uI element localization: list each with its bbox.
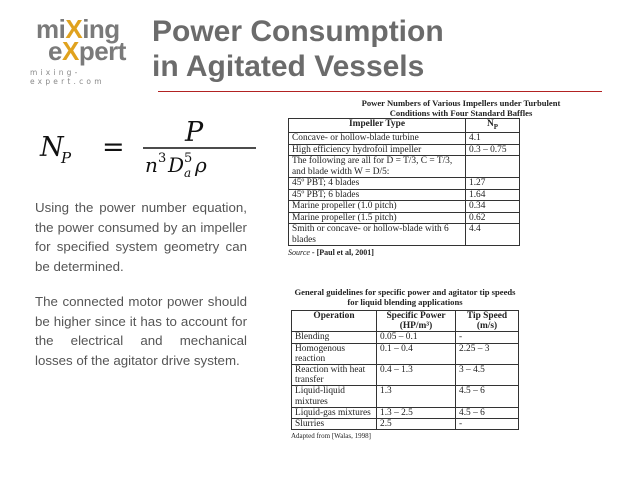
- table-cell: Marine propeller (1.5 pitch): [289, 212, 466, 224]
- table-cell: 1.27: [466, 178, 520, 190]
- table-cell: 0.62: [466, 212, 520, 224]
- table-cell: Homogenous reaction: [292, 343, 377, 364]
- eq-den-d: D: [168, 153, 185, 177]
- table1-row: [289, 144, 520, 156]
- title-line-2: in Agitated Vessels: [152, 50, 425, 83]
- table-cell: 45º PBT; 4 blades: [289, 178, 466, 190]
- table2-header-power: Specific Power (HP/m³): [377, 311, 456, 332]
- guidelines-table: [291, 310, 519, 430]
- title-line-1: Power Consumption: [152, 15, 444, 48]
- table1-source: [288, 248, 588, 257]
- logo-text: mi: [36, 14, 66, 44]
- table1-header-row: [289, 119, 520, 133]
- table-cell: Smith or concave- or hollow-blade with 6 blades: [289, 224, 466, 246]
- table-cell: [466, 156, 520, 178]
- table2-source: Adapted from [Walas, 1998]: [291, 432, 371, 441]
- power-number-equation: [38, 116, 268, 178]
- logo-website: mixing-expert.com: [30, 68, 105, 86]
- table-cell: Marine propeller (1.0 pitch): [289, 201, 466, 213]
- table1-row: [289, 178, 520, 190]
- table2-header-tip-speed: Tip Speed (m/s): [456, 311, 519, 332]
- table1-row: [289, 212, 520, 224]
- table1-source-text: - [Paul et al, 2001]: [309, 248, 374, 258]
- table-cell: Reaction with heat transfer: [292, 365, 377, 386]
- table-cell: 4.1: [466, 133, 520, 145]
- eq-equals: =: [102, 132, 125, 163]
- eq-den-n-exp: 3: [158, 151, 167, 166]
- logo-accent: X: [61, 36, 79, 66]
- table2-header-row: [292, 311, 519, 332]
- table-cell: 0.1 – 0.4: [377, 343, 456, 364]
- paragraph-motor-power: The connected motor power should be higher since it has to account for the electrical and mechanical losses of the agitator drive system.: [35, 294, 247, 368]
- table2-row: [292, 419, 519, 430]
- table-cell: 0.05 – 0.1: [377, 332, 456, 343]
- logo-text: ing: [82, 14, 120, 44]
- table2-row: [292, 343, 519, 364]
- table-cell: 4.5 – 6: [456, 407, 519, 418]
- table2-header-operation: Operation: [292, 311, 377, 332]
- table2-caption: General guidelines for specific power and agitator tip speeds for liquid blending applications: [294, 287, 516, 307]
- table-cell: 2.25 – 3: [456, 343, 519, 364]
- logo-line-2: [48, 36, 140, 66]
- table-cell: -: [456, 419, 519, 430]
- table-cell: 1.3 – 2.5: [377, 407, 456, 418]
- eq-den-n: n: [145, 153, 158, 177]
- power-numbers-table: [288, 118, 520, 246]
- table-cell: 0.3 – 0.75: [466, 144, 520, 156]
- table-cell: The following are all for D = T/3, C = T/3, and blade width W = D/5:: [289, 156, 466, 178]
- table1-row: [289, 201, 520, 213]
- eq-numerator: P: [185, 117, 204, 148]
- table2-row: [292, 365, 519, 386]
- table1-header-impeller: Impeller Type: [289, 119, 466, 133]
- table2-row: [292, 386, 519, 407]
- logo-text: pert: [78, 36, 126, 66]
- table-cell: Concave- or hollow-blade turbine: [289, 133, 466, 145]
- table-cell: 3 – 4.5: [456, 365, 519, 386]
- table-cell: 2.5: [377, 419, 456, 430]
- eq-den-rho: ρ: [195, 153, 207, 177]
- table1-source-label: Source: [288, 248, 310, 258]
- slide-title: [150, 14, 620, 84]
- table-cell: 1.64: [466, 189, 520, 201]
- table-cell: 45º PBT; 6 blades: [289, 189, 466, 201]
- table1-row: [289, 189, 520, 201]
- logo-text: e: [48, 36, 62, 66]
- eq-den-d-exp: 5: [184, 151, 193, 166]
- logo-accent: X: [65, 14, 83, 44]
- table2-row: [292, 407, 519, 418]
- mixing-expert-logo: [28, 14, 140, 86]
- table-cell: Liquid-gas mixtures: [292, 407, 377, 418]
- eq-lhs: N: [40, 132, 64, 163]
- table-cell: Blending: [292, 332, 377, 343]
- table-cell: 0.4 – 1.3: [377, 365, 456, 386]
- table1-row: [289, 224, 520, 246]
- table1-row: [289, 156, 520, 178]
- table1-header-np: $N_P$: [466, 119, 520, 133]
- table-cell: 0.34: [466, 201, 520, 213]
- table-cell: 1.3: [377, 386, 456, 407]
- table1-row: [289, 133, 520, 145]
- table1-caption: Power Numbers of Various Impellers under Turbulent Conditions with Four Standard Baffles: [361, 98, 561, 118]
- table2-row: [292, 332, 519, 343]
- table-cell: Liquid-liquid mixtures: [292, 386, 377, 407]
- power-numbers-table-figure: [283, 98, 588, 257]
- body-text: [35, 198, 247, 386]
- title-divider: [158, 91, 602, 92]
- table-cell: High efficiency hydrofoil impeller: [289, 144, 466, 156]
- table-cell: -: [456, 332, 519, 343]
- eq-den-d-sub: a: [184, 166, 192, 178]
- table-cell: 4.4: [466, 224, 520, 246]
- guidelines-table-figure: [291, 287, 519, 440]
- table-cell: 4.5 – 6: [456, 386, 519, 407]
- eq-lhs-sub: P: [61, 149, 72, 167]
- paragraph-power-equation: Using the power number equation, the power consumed by an impeller for specified system geometry can be determined.: [35, 200, 247, 274]
- table-cell: Slurries: [292, 419, 377, 430]
